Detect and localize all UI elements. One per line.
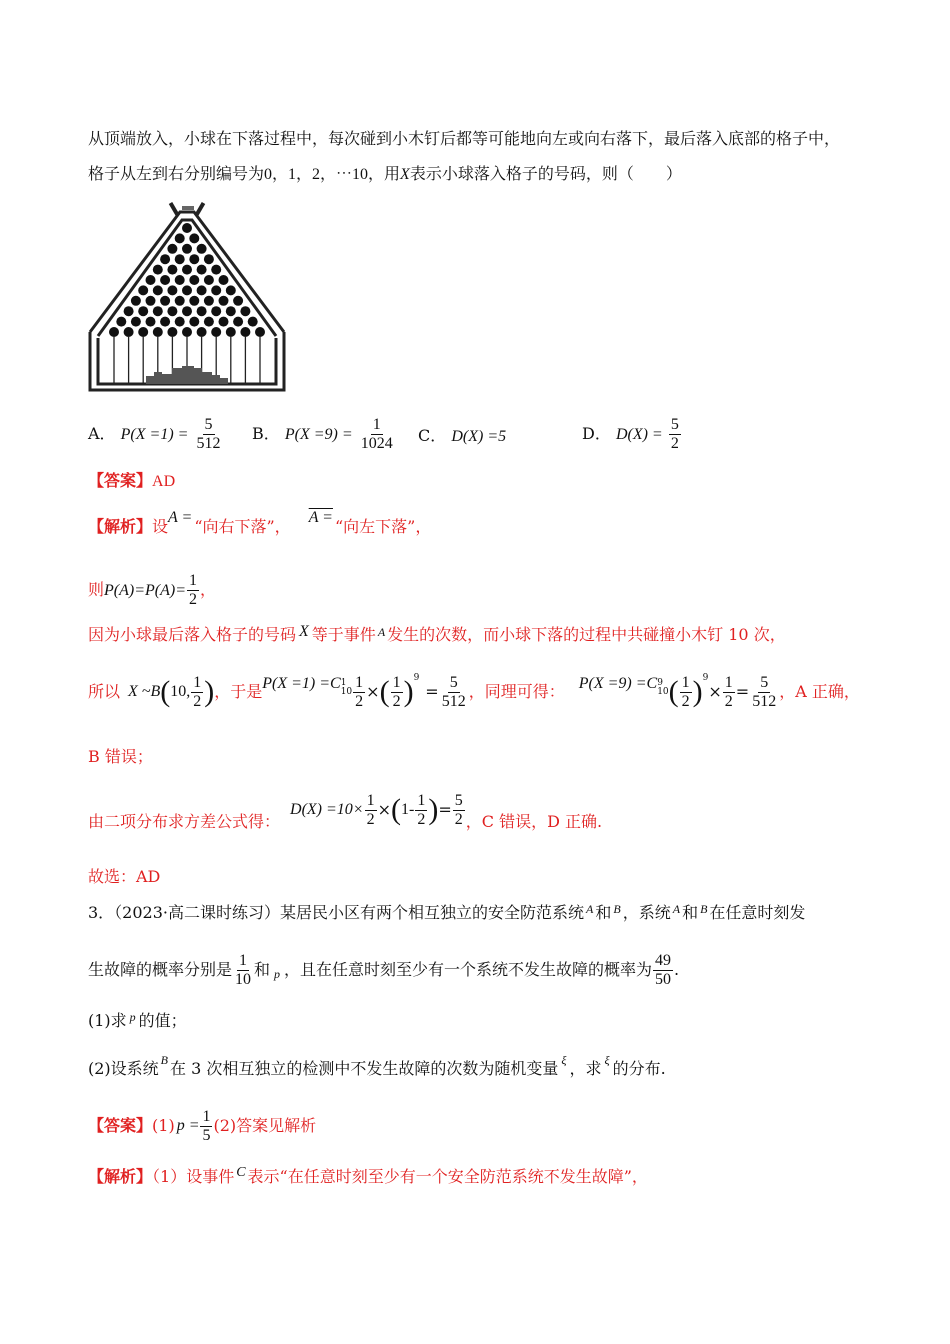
text: 表示“在任意时刻至少有一个安全防范系统不发生故障”， [247,1167,648,1186]
peg [146,317,156,327]
peg [175,296,185,306]
equals: = [438,800,452,819]
peg [116,317,126,327]
peg [167,265,177,275]
analysis-tag: 【解析】 [88,517,153,536]
analysis-line-4 [88,672,860,712]
peg [153,265,163,275]
fraction-half [391,674,403,711]
paren-close: ) [403,675,414,708]
exponent: 9 [702,673,709,683]
peg [160,254,170,264]
comb-sup: 9 [657,678,663,688]
text: (1) [152,1116,175,1135]
option-label: B． [252,424,280,443]
text: 格子从左到右分别编号为 [88,164,265,183]
peg [138,327,148,337]
text: 3．（2023·高二课时练习）某居民小区有两个相互独立的安全防范系统 [88,903,584,922]
numerator: 5 [204,416,213,433]
peg [189,296,199,306]
numerator: 1 [366,791,375,809]
text: 所以 [88,682,121,701]
option-expr: D(X) =5 [451,428,507,445]
problem3-line-2 [88,950,679,990]
text: ，A 正确， [779,682,860,701]
text: 的分布. [612,1059,666,1078]
paren-open: ( [391,793,401,826]
paren-open: ( [668,675,679,708]
peg [204,275,214,285]
paren-close: ) [428,793,439,826]
numerator: 1 [372,416,381,433]
peg [138,306,148,316]
peg [167,306,177,316]
peg [160,317,170,327]
peg [204,296,214,306]
option-a[interactable] [88,416,224,453]
fraction-half [191,674,203,711]
peg [197,244,207,254]
peg [160,275,170,285]
peg [138,285,148,295]
equals: = [735,682,750,701]
peg [226,285,236,295]
peg [131,317,141,327]
text: 的值； [138,1011,187,1030]
denominator: 2 [454,810,463,828]
peg [146,275,156,285]
peg [182,306,192,316]
text: （1）设事件 [152,1167,235,1186]
numerator: 1 [355,673,364,691]
text: ，系统 [622,903,671,922]
var-x: X [400,166,410,183]
analysis-line-6 [88,790,602,830]
var-xi: ξ [604,1053,610,1067]
peg [189,317,199,327]
option-d[interactable] [582,416,682,453]
param-n: 10, [170,683,191,700]
numerator: 1 [417,791,426,809]
times-sign: × [366,682,380,701]
distribution: X ~B [128,683,161,700]
text: (2)设系统 [88,1059,159,1078]
prob-expr: P(X =1) =C [262,675,341,692]
system-b: B [700,902,708,916]
peg [175,317,185,327]
text: ，于是 [214,682,263,701]
combination-index [657,679,668,697]
peg [153,285,163,295]
peg [197,306,207,316]
peg [153,327,163,337]
peg [233,296,243,306]
analysis-line-3 [88,624,786,647]
text: 表示小球落入格子的号码，则（ ） [409,164,682,183]
numerator: 1 [239,951,248,969]
peg [211,265,221,275]
comb-sub: 10 [657,687,669,697]
var-p: p [129,1010,136,1024]
answer-tag: 【答案】 [88,471,153,490]
denominator: 512 [196,435,221,452]
fraction-fifth [200,1108,212,1145]
text: ，求 [569,1059,602,1078]
text: 则 [88,580,105,599]
fraction [359,416,395,453]
denominator: 2 [193,692,202,710]
option-expr: P(X =1) = [120,426,189,443]
fraction [195,416,223,453]
peg [124,306,134,316]
peg [226,327,236,337]
option-expr: D(X) = [615,426,663,443]
peg [167,244,177,254]
system-b: B [160,1053,169,1067]
peg [182,265,192,275]
fraction-result [750,674,778,711]
system-a: A [672,902,681,916]
analysis-tag: 【解析】 [88,1167,153,1186]
answer-tag: 【答案】 [88,1116,153,1135]
peg [167,327,177,337]
event-a: A = [168,509,193,526]
fraction [669,416,681,453]
peg [182,244,192,254]
denominator: 2 [670,435,679,452]
var-xi: ξ [561,1053,567,1067]
peg-grid [109,223,265,337]
text: 生故障的概率分别是 [88,960,233,979]
paren-close: ) [204,675,215,708]
peg [175,275,185,285]
problem3-answer [88,1106,316,1146]
fraction-result [440,674,468,711]
numerator: 1 [202,1107,211,1125]
text: ，且在任意时刻至少有一个系统不发生故障的概率为 [284,960,653,979]
text: ，C 错误，D 正确. [465,812,603,831]
text: 等于事件 [311,625,376,644]
text: (2)答案见解析 [213,1116,317,1135]
text: 因为小球最后落入格子的号码 [88,625,297,644]
analysis-line-2 [88,572,216,609]
equals: = [425,682,439,701]
option-b[interactable] [252,416,396,453]
option-label: D． [582,424,611,443]
answer-value: AD [152,473,176,490]
peg [160,296,170,306]
peg [153,306,163,316]
fraction-half [187,572,199,609]
exponent: 9 [413,673,420,683]
event-a-bar: A = [308,509,333,526]
text: (1)求 [88,1011,127,1030]
denominator: 2 [366,810,375,828]
denominator: 2 [392,692,401,710]
peg [167,285,177,295]
denominator: 10 [235,970,252,988]
paren-open: ( [379,675,390,708]
peg [182,327,192,337]
option-expr: P(X =9) = [284,426,353,443]
peg [175,254,185,264]
paren-open: ( [160,675,171,708]
fraction-result [453,792,465,829]
numerator: 49 [655,951,672,969]
denominator: 2 [355,692,364,710]
comb-sub: 10 [340,687,353,697]
peg [204,317,214,327]
numerator: 1 [193,673,202,691]
text: ，同理可得： [468,682,565,701]
peg [240,327,250,337]
numerator: 1 [392,673,401,691]
text: “向右下落”， [194,517,291,536]
denominator: 1024 [360,435,393,452]
peg [189,233,199,243]
numerator: 1 [189,572,198,589]
option-label: C． [418,426,447,445]
answer-line [88,470,175,493]
numerator: 1 [681,673,690,691]
answer-p: p = [176,1117,200,1134]
fraction-half [353,674,365,711]
peg [204,254,214,264]
peg [131,296,141,306]
denominator: 2 [724,692,733,710]
denominator: 50 [655,970,672,988]
comb-sup: 1 [340,678,347,688]
event-c: C [236,1165,246,1180]
denominator: 512 [441,692,466,710]
text: 在任意时刻发 [709,903,806,922]
peg [175,233,185,243]
numerator: 5 [670,416,679,433]
text: . [674,960,680,979]
fraction-tenth [233,952,253,989]
text: 和 [595,903,612,922]
text: ， [200,580,217,599]
text: 0，1，2，⋯10，用 [264,166,401,183]
numerator: 1 [724,673,733,691]
fraction-half [415,792,427,829]
peg [211,285,221,295]
peg [146,296,156,306]
system-b: B [613,902,621,916]
numerator: 5 [760,673,769,691]
peg [233,317,243,327]
peg [255,327,265,337]
peg [240,306,250,316]
peg [219,317,229,327]
var-p: p [274,967,281,981]
variance-expr: D(X) =10× [290,801,364,818]
combination-index [341,679,352,697]
peg [211,327,221,337]
problem3-line-1 [88,902,805,925]
fraction-half [680,674,692,711]
denominator: 2 [681,692,690,710]
analysis-line-5: B 错误； [88,747,153,766]
times-sign: × [377,800,391,819]
peg [189,254,199,264]
peg [109,327,119,337]
text: “向左下落”， [334,517,432,536]
analysis-line-7: 故选：AD [88,867,161,886]
denominator: 5 [202,1126,211,1144]
peg [219,296,229,306]
denominator: 2 [189,591,198,608]
text: 在 3 次相互独立的检测中不发生故障的次数为随机变量 [170,1059,559,1078]
peg [226,306,236,316]
peg [219,275,229,285]
times-sign: × [708,682,722,701]
option-label: A． [88,424,116,443]
peg [197,285,207,295]
peg [182,223,192,233]
peg [124,327,134,337]
problem-line-1: 从顶端放入，小球在下落过程中，每次碰到小木钉后都等可能地向左或向右落下，最后落入底部的格子中， [88,129,841,148]
problem-line-2 [88,163,682,186]
prob-expr: P(X =9) =C [578,675,658,692]
denominator: 2 [417,810,426,828]
var-x: X [299,623,309,640]
text: 和 [682,903,699,922]
text: 发生的次数，而小球下落的过程中共碰撞小木钉 10 次， [387,625,786,644]
problem3-analysis [88,1166,648,1190]
peg [197,327,207,337]
analysis-line-1 [88,509,432,539]
peg [197,265,207,275]
fraction-half [365,792,377,829]
event-a: A [377,625,386,639]
galton-board-figure [88,200,286,392]
peg [248,317,258,327]
fraction-49-50 [653,952,673,989]
problem3-question-1 [88,1010,187,1033]
text: 设 [152,517,169,536]
option-c[interactable] [418,423,506,446]
one-minus: 1- [401,801,415,818]
peg [211,306,221,316]
text: 由二项分布求方差公式得： [88,812,281,831]
peg [189,275,199,285]
fraction-half [723,674,735,711]
denominator: 512 [752,692,777,710]
prob-expr: P(A)=P(A)= [104,582,187,599]
text: 和 [254,960,271,979]
problem3-question-2 [88,1053,666,1081]
numerator: 5 [449,673,458,691]
paren-close: ) [692,675,703,708]
system-a: A [586,902,594,916]
peg [182,285,192,295]
numerator: 5 [454,791,463,809]
